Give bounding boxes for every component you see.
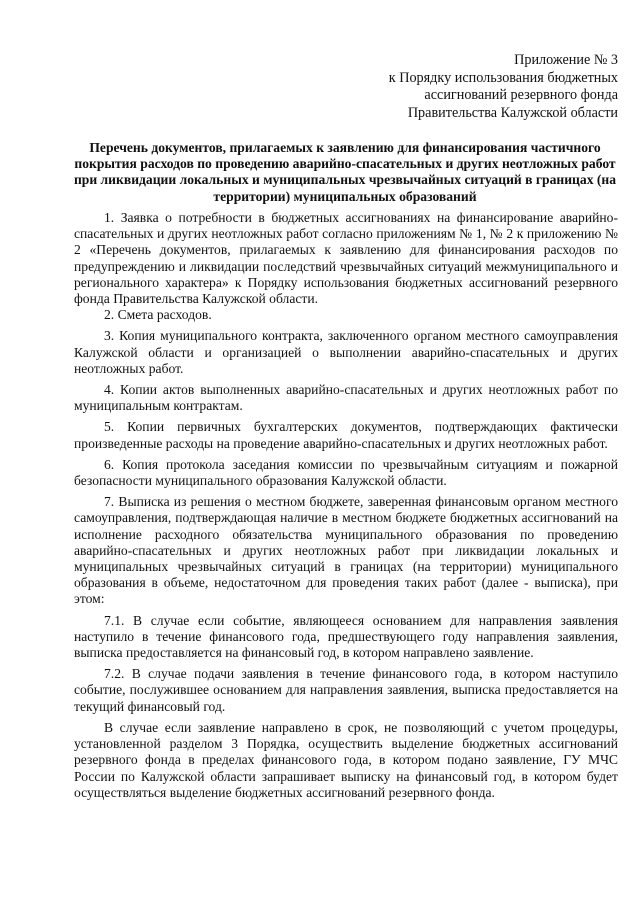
paragraph-3: 3. Копия муниципального контракта, заключенного органом местного самоуправления Калужской области и организацией о выполнении аварийно-спасательных и других неотложных работ. (74, 328, 618, 376)
document-title: Перечень документов, прилагаемых к заявлению для финансирования частичного покрытия расходов по проведению аварийно-спасательных и других неотложных работ при ликвидации локальных и муниципальных чрезвычайных ситуаций в границах (на территории) муниципальных образований (73, 140, 617, 204)
paragraph-5: 5. Копии первичных бухгалтерских документов, подтверждающих фактически произведенные расходы на проведение аварийно-спасательных и других неотложных работ. (74, 419, 618, 451)
paragraph-7: 7. Выписка из решения о местном бюджете, заверенная финансовым органом местного самоуправления, подтверждающая наличие в местном бюджете бюджетных ассигнований на исполнение расходного обязательства муниципального образования по проведению аварийно-спасательных и других неотложных работ при ликвидации локальных и муниципальных чрезвычайных ситуаций в границах (на территории) муниципального образования в объеме, недостаточном для проведения таких работ (далее - выписка), при этом: (74, 494, 618, 607)
paragraph-2: 2. Смета расходов. (104, 307, 212, 323)
paragraph-6: 6. Копия протокола заседания комиссии по чрезвычайным ситуациям и пожарной безопасности муниципального образования Калужской области. (74, 456, 618, 489)
appendix-ref-line-1: к Порядку использования бюджетных (388, 69, 618, 86)
appendix-number: Приложение № 3 (514, 52, 618, 68)
paragraph-final: В случае если заявление направлено в срок, не позволяющий с учетом процедуры, установленной разделом 3 Порядка, осуществить выделение бюджетных ассигнований резервного фонда в пределах финансового года, в котором подано заявление, ГУ МЧС России по Калужской области запрашивает выписку на финансовый год, в котором будет осуществляться выделение бюджетных ассигнований резервного фонда. (74, 719, 618, 800)
document-body (74, 210, 618, 801)
appendix-header (389, 52, 618, 122)
appendix-ref-line-2: ассигнований резервного фонда (424, 87, 618, 103)
paragraph-7-2: 7.2. В случае подачи заявления в течение финансового года, в котором наступило событие, послужившее основанием для направления заявления, выписка предоставляется на текущий финансовый год. (74, 666, 618, 714)
appendix-ref-line-3: Правительства Калужской области (407, 104, 618, 121)
paragraph-4: 4. Копии актов выполненных аварийно-спасательных и других неотложных работ по муниципальным контрактам. (74, 382, 618, 414)
paragraph-7-1: 7.1. В случае если событие, являющееся основанием для направления заявления наступило в течение финансового года, предшествующего году направления заявления, выписка предоставляется на финансовый год, в котором направлено заявление. (74, 612, 618, 661)
paragraph-1: 1. Заявка о потребности в бюджетных ассигнованиях на финансирование аварийно-спасательных и других неотложных работ согласно приложениям № 1, № 2 к приложению № 2 «Перечень документов, прилагаемых к заявлению для финансирования расходов по предупреждению и ликвидации последствий чрезвычайных ситуаций межмуниципального и регионального характера» к Порядку использования бюджетных ассигнований резервного фонда Правительства Калужской области. (74, 210, 618, 307)
